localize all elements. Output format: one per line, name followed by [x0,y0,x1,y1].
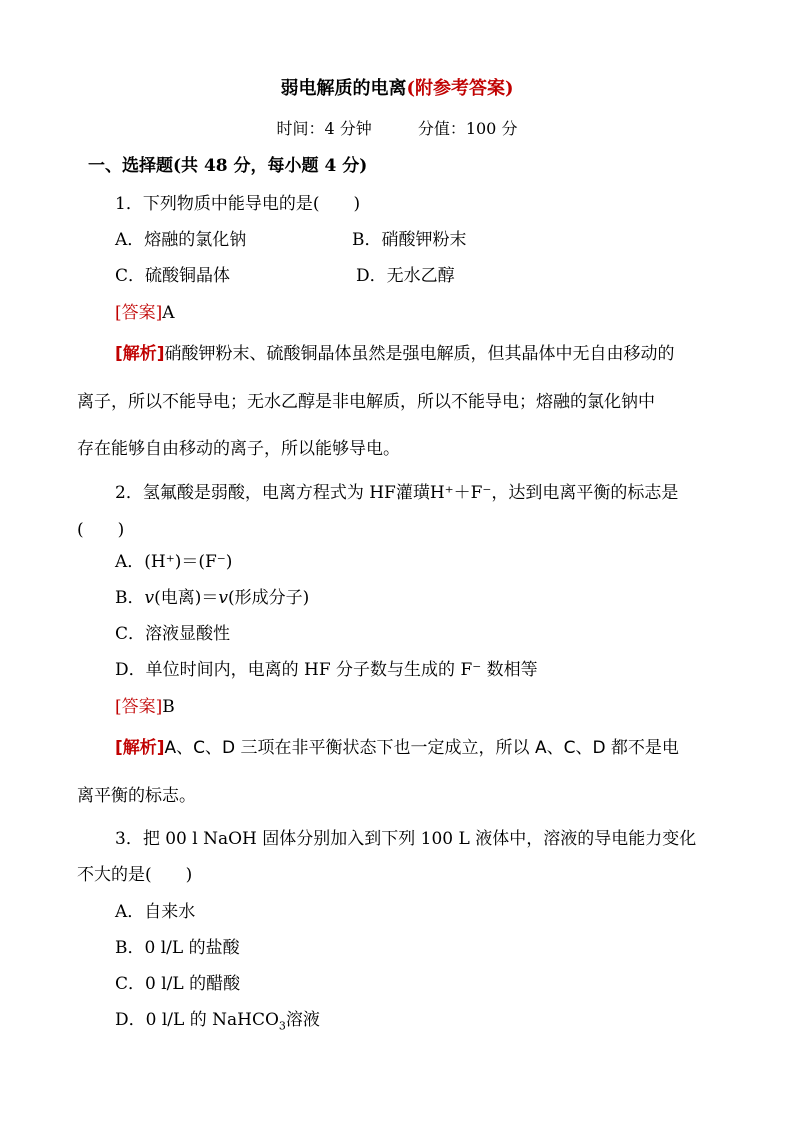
q3-option-d [115,1010,320,1036]
q2-expl-tag: [解析] [115,738,165,758]
q1-explanation-line1 [115,344,675,364]
q1-option-b: B．硝酸钾粉末 [352,230,467,250]
title-accent: (附参考答案) [406,78,514,99]
q1-answer-value: A [162,303,175,323]
q2-option-a: A．(H⁺)＝(F⁻) [115,552,233,572]
q3-stem-line2: 不大的是( ) [77,865,193,885]
q2-explanation-line1 [115,738,679,758]
section-heading: 一、选择题(共 48 分，每小题 4 分) [88,156,368,176]
q3-stem-line1: 3．把 00 l NaOH 固体分别加入到下列 100 L 液体中，溶液的导电能力变化 [115,829,697,849]
title-main: 弱电解质的电离 [280,78,407,99]
q1-answer [115,303,175,323]
q3-opt-d-suffix: 溶液 [285,1010,320,1030]
q1-answer-tag: [答案] [115,303,163,323]
q2-option-c: C．溶液显酸性 [115,624,231,644]
q1-stem: 1．下列物质中能导电的是( ) [115,194,361,214]
q1-expl-tag: [解析] [115,344,165,364]
q2-answer [115,697,175,717]
q2-opt-b-mid: (电离)＝ [154,588,219,608]
q2-explanation-line2: 离平衡的标志。 [77,786,196,806]
q2-opt-b-prefix: B． [115,588,145,608]
q2-stem-line1: 2．氢氟酸是弱酸，电离方程式为 HF灌璜H⁺＋F⁻，达到电离平衡的标志是 [115,483,679,503]
q2-opt-b-suffix: (形成分子) [227,588,310,608]
score-total: 分值：100 分 [417,119,518,138]
q1-expl-text1: 硝酸钾粉末、硫酸铜晶体虽然是强电解质，但其晶体中无自由移动的 [164,344,675,364]
q3-opt-d-subscript: 3 [278,1019,286,1033]
q3-option-a: A．自来水 [115,902,196,922]
q2-option-d: D．单位时间内，电离的 HF 分子数与生成的 F⁻ 数相等 [115,660,538,680]
q2-opt-b-var1: v [144,588,155,608]
q2-expl-text1: A、C、D 三项在非平衡状态下也一定成立，所以 A、C、D 都不是电 [164,738,679,758]
page-title [0,78,794,100]
q3-option-c: C．0 l/L 的醋酸 [115,974,241,994]
q2-answer-tag: [答案] [115,697,163,717]
q3-option-b: B．0 l/L 的盐酸 [115,938,240,958]
exam-meta [0,119,794,139]
q1-explanation-line3: 存在能够自由移动的离子，所以能够导电。 [77,439,400,459]
q2-answer-value: B [162,697,175,717]
q1-option-d: D．无水乙醇 [356,266,455,286]
q1-explanation-line2: 离子，所以不能导电；无水乙醇是非电解质，所以不能导电；熔融的氯化钠中 [77,392,655,412]
q2-option-b [115,588,309,608]
q3-opt-d-prefix: D．0 l/L 的 NaHCO [115,1010,279,1030]
q1-option-a: A．熔融的氯化钠 [115,230,247,250]
q2-stem-line2: ( ) [77,520,125,540]
time-limit: 时间：4 分钟 [276,119,372,138]
q2-opt-b-var2: v [218,588,228,608]
q1-option-c: C．硫酸铜晶体 [115,266,231,286]
